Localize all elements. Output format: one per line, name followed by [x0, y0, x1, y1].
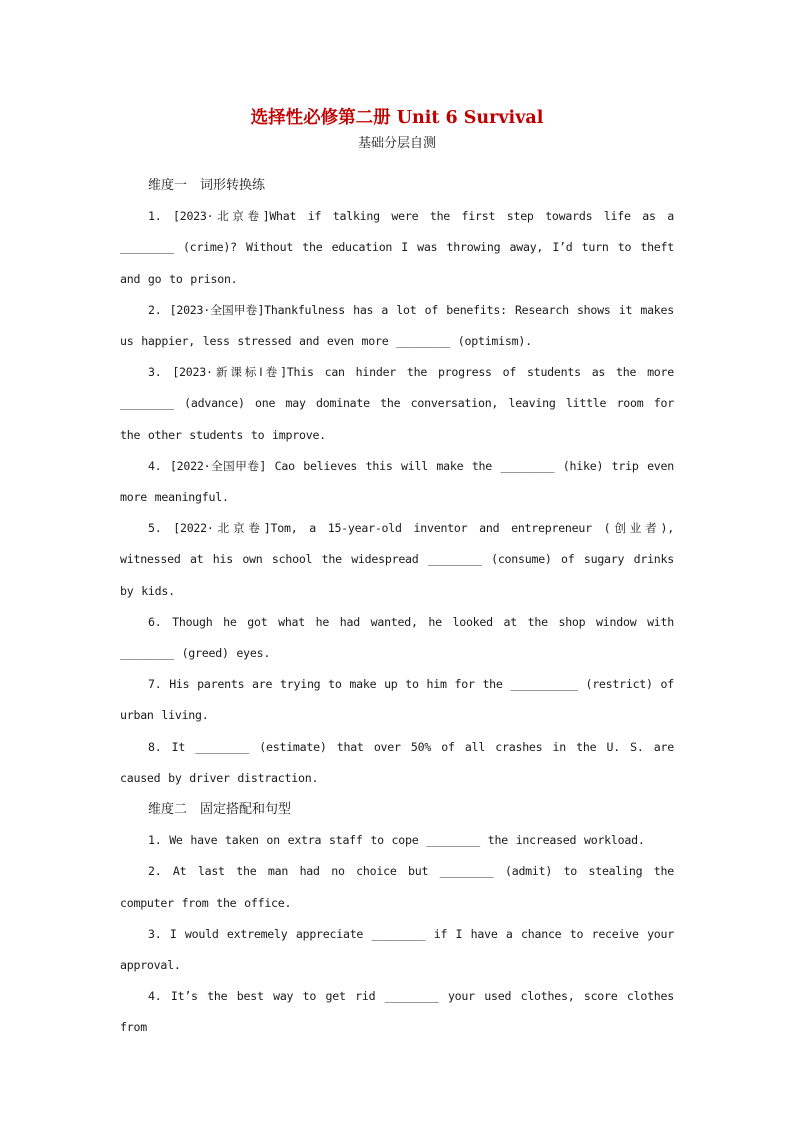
exercise-item: 3. [2023·新课标Ⅰ卷]This can hinder the progress of students as the more ________ (advance) one may dominate the conversation, leaving little room for the other students to improve.: [120, 365, 674, 442]
document-page: [120, 104, 674, 1044]
exercise-item: 6. Though he got what he had wanted, he looked at the shop window with ________ (greed) eyes.: [120, 614, 674, 661]
exercise-item: 7. His parents are trying to make up to him for the __________ (restrict) of urban living.: [120, 677, 674, 723]
document-subtitle: 基础分层自测: [357, 136, 436, 151]
exercise-item: 4. It’s the best way to get rid ________ your used clothes, score clothes from: [120, 989, 674, 1035]
section-heading-word-forms: 维度一 词形转换练: [148, 178, 266, 193]
exercise-item: 2. [2023·全国甲卷]Thankfulness has a lot of benefits: Research shows it makes us happier, less stressed and even more ________ (optimism).: [120, 302, 674, 349]
exercise-item: 1. [2023·北京卷]What if talking were the first step towards life as a ________ (crime)? Without the education I was throwing away, I’d turn to theft and go to prison.: [120, 209, 674, 286]
section-heading-collocations: 维度二 固定搭配和句型: [148, 802, 292, 818]
exercise-item: 1. We have taken on extra staff to cope ________ the increased workload.: [148, 833, 645, 848]
exercise-item: 4. [2022·全国甲卷] Cao believes this will make the ________ (hike) trip even more meaningful.: [120, 458, 674, 505]
document-title: 选择性必修第二册 Unit 6 Survival: [250, 108, 544, 128]
exercise-item: 8. It ________ (estimate) that over 50% of all crashes in the U. S. are caused by driver distraction.: [120, 739, 674, 785]
exercise-item: 5. [2022·北京卷]Tom, a 15-year-old inventor and entrepreneur (创业者), witnessed at his own school the widespread ________ (consume) of sugary drinks by kids.: [120, 521, 674, 598]
exercise-item: 2. At last the man had no choice but ________ (admit) to stealing the computer from the office.: [120, 864, 674, 910]
exercise-item: 3. I would extremely appreciate ________ if I have a chance to receive your approval.: [120, 926, 674, 973]
